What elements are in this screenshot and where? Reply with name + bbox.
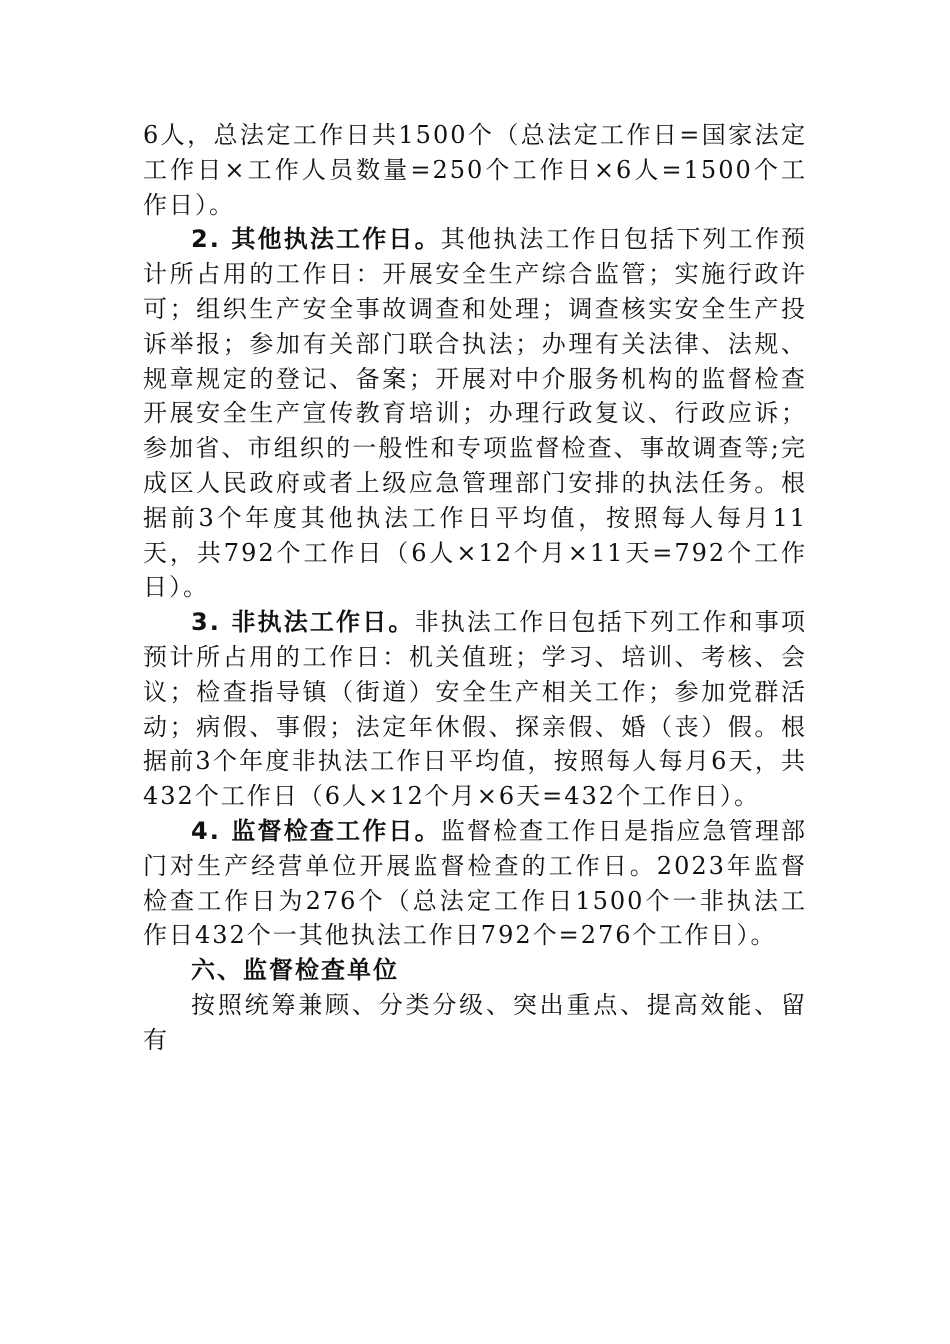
paragraph-non-enforcement-workdays (143, 605, 807, 814)
document-body (143, 118, 807, 1058)
section-heading-inspection-units: 六、监督检查单位 (191, 956, 399, 985)
paragraph-lead: 3. 非执法工作日。 (191, 608, 415, 637)
paragraph-total-workdays (143, 118, 807, 222)
paragraph-inspection-workdays (143, 814, 807, 953)
paragraph-other-enforcement-workdays (143, 222, 807, 605)
paragraph-text: 监督检查工作日是指应急管理部门对生产经营单位开展监督检查的工作日。2023年监督检查工作日为276个（总法定工作日1500个一非执法工作日432个一其他执法工作日792个=276个工作日）。 (143, 816, 808, 950)
paragraph-text: 6人，总法定工作日共1500个（总法定工作日=国家法定工作日×工作人员数量=250个工作日×6人=1500个工作日）。 (143, 121, 807, 219)
paragraph-text: 按照统筹兼顾、分类分级、突出重点、提高效能、留有 (143, 990, 807, 1054)
paragraph-text: 其他执法工作日包括下列工作预计所占用的工作日：开展安全生产综合监管；实施行政许可；组织生产安全事故调查和处理；调查核实安全生产投诉举报；参加有关部门联合执法；办理有关法律、法规、规章规定的登记、备案；开展对中介服务机构的监督检查开展安全生产宣传教育培训；办理行政复议、行政应诉；参加省、市组织的一般性和专项监督检查、事故调查等;完成区人民政府或者上级应急管理部门安排的执法任务。根据前3个年度其他执法工作日平均值，按照每人每月11天，共792个工作日（6人×12个月×11天=792个工作日）。 (143, 225, 808, 602)
paragraph-text: 非执法工作日包括下列工作和事项预计所占用的工作日：机关值班；学习、培训、考核、会议；检查指导镇（街道）安全生产相关工作；参加党群活动；病假、事假；法定年休假、探亲假、婚（丧）假。根据前3个年度非执法工作日平均值，按照每人每月6天，共432个工作日（6人×12个月×6天=432个工作日）。 (143, 608, 808, 811)
paragraph-lead: 2. 其他执法工作日。 (191, 225, 441, 254)
paragraph-lead: 4. 监督检查工作日。 (191, 816, 441, 845)
paragraph-inspection-units (143, 988, 807, 1058)
